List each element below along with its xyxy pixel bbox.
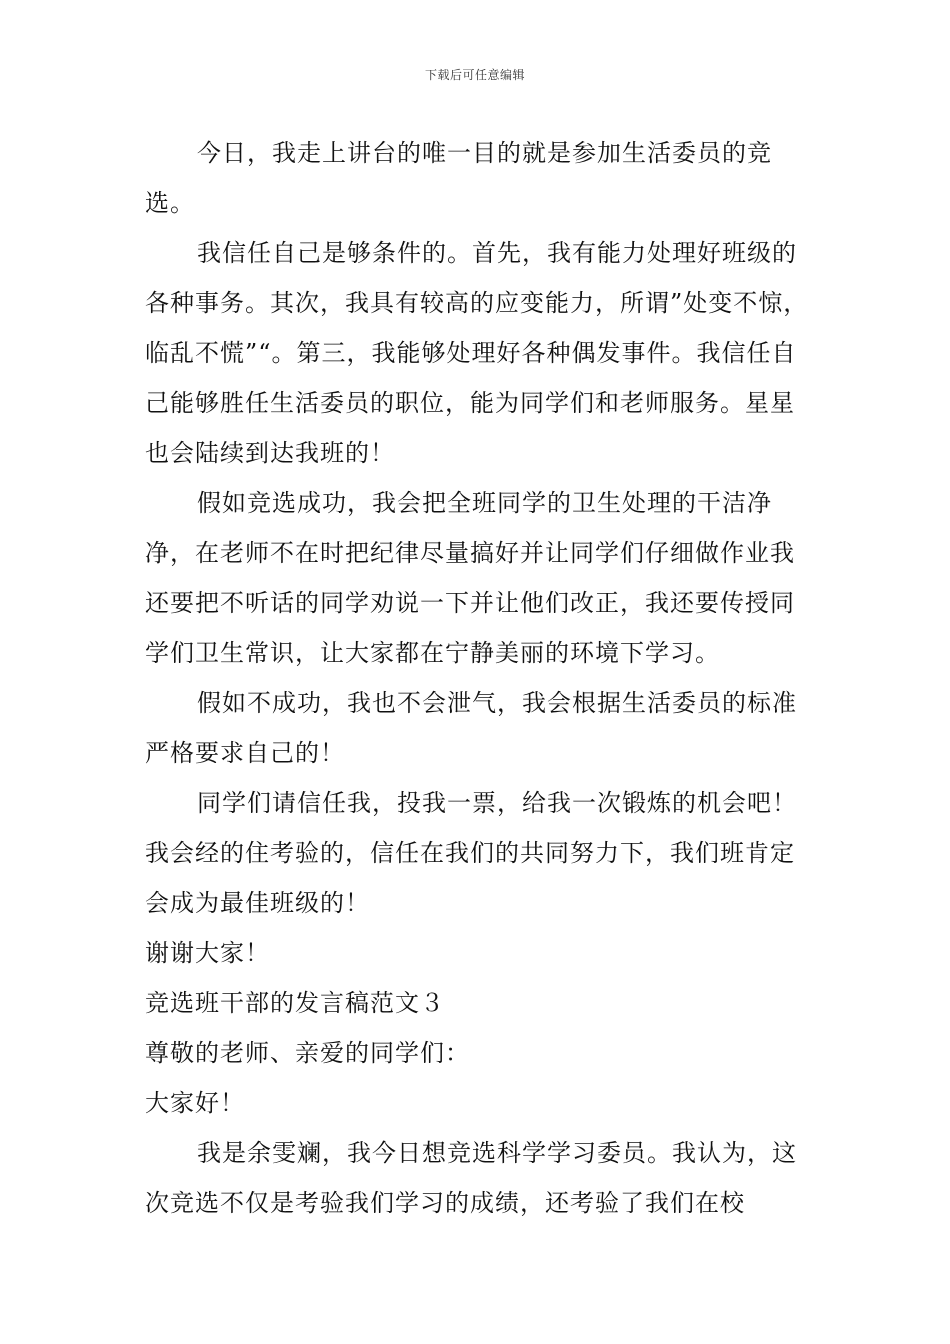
paragraph-thanks: 谢谢大家！ <box>145 939 270 967</box>
greeting: 大家好！ <box>145 1089 245 1117</box>
paragraph-5: 同学们请信任我，投我一票，给我一次锻炼的机会吧！我会经的住考验的，信任在我们的共同努力下，我们班肯定会成为最佳班级的！ <box>145 789 797 917</box>
paragraph-3: 假如竞选成功，我会把全班同学的卫生处理的干洁净净，在老师不在时把纪律尽量搞好并让同学们仔细做作业我还要把不听话的同学劝说一下并让他们改正，我还要传授同学们卫生常识，让大家都在宁静美丽的环境下学习。 <box>145 489 795 667</box>
salutation: 尊敬的老师、亲爱的同学们： <box>145 1039 470 1067</box>
paragraph-1: 今日，我走上讲台的唯一目的就是参加生活委员的竞选。 <box>145 139 772 217</box>
paragraph-intro: 我是余雯斓，我今日想竞选科学学习委员。我认为，这次竞选不仅是考验我们学习的成绩，还考验了我们在校 <box>145 1139 797 1217</box>
header-note: 下载后可任意编辑 <box>424 68 525 82</box>
section-title: 竞选班干部的发言稿范文３ <box>145 989 445 1017</box>
paragraph-2: 我信任自己是够条件的。首先，我有能力处理好班级的各种事务。其次，我具有较高的应变能力，所谓”处变不惊，临乱不慌”“。第三，我能够处理好各种偶发事件。我信任自己能够胜任生活委员的职位，能为同学们和老师服务。星星也会陆续到达我班的！ <box>145 239 809 467</box>
paragraph-4: 假如不成功，我也不会泄气，我会根据生活委员的标准严格要求自己的！ <box>145 689 797 767</box>
document-body <box>145 128 815 1228</box>
